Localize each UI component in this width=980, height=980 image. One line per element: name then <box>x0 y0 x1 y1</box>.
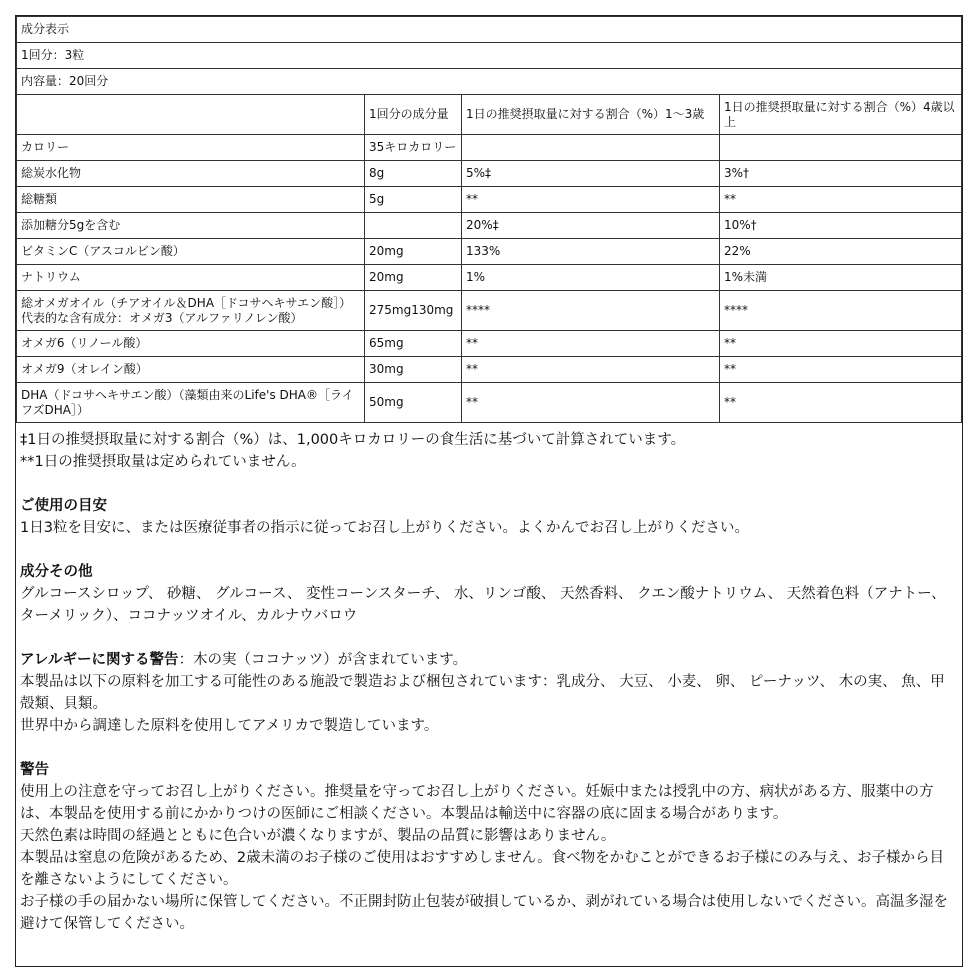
allergy-heading: アレルギーに関する警告 <box>20 652 179 668</box>
nutrient-amount: 35キロカロリー <box>365 135 462 161</box>
table-row <box>17 239 962 265</box>
nutrient-name: 総炭水化物 <box>17 161 365 187</box>
daily-value-1-3: ** <box>462 187 720 213</box>
nutrition-facts-table <box>16 16 962 423</box>
nutrient-name: 総糖類 <box>17 187 365 213</box>
nutrient-amount: 5g <box>365 187 462 213</box>
nutrient-name: ナトリウム <box>17 265 365 291</box>
nutrient-amount: 20mg <box>365 265 462 291</box>
table-row <box>17 357 962 383</box>
label-panel <box>15 15 963 967</box>
nutrient-name: ビタミンC（アスコルビン酸） <box>17 239 365 265</box>
daily-value-1-3: 5%‡ <box>462 161 720 187</box>
header-cell: 1回分の成分量 <box>365 95 462 135</box>
nutrient-name: 総オメガオイル（チアオイル＆DHA［ドコサヘキサエン酸］）代表的な含有成分：オメガ3（アルファリノレン酸） <box>17 291 365 331</box>
daily-value-4plus: 22% <box>720 239 962 265</box>
footnote-daily-value: ‡1日の推奨摂取量に対する割合（%）は、1,000キロカロリーの食生活に基づいて計算されています。 <box>20 432 686 448</box>
nutrient-name: DHA（ドコサヘキサエン酸）（藻類由来のLife's DHA®［ライフズDHA］） <box>17 383 365 423</box>
nutrient-amount: 50mg <box>365 383 462 423</box>
table-row <box>17 161 962 187</box>
nutrient-amount: 30mg <box>365 357 462 383</box>
daily-value-4plus: ** <box>720 357 962 383</box>
nutrient-amount: 8g <box>365 161 462 187</box>
allergy-warning <box>20 649 958 671</box>
daily-value-1-3: ** <box>462 331 720 357</box>
table-header-row <box>17 95 962 135</box>
daily-value-1-3: ** <box>462 357 720 383</box>
allergy-facility-text: 本製品は以下の原料を加工する可能性のある施設で製造および梱包されています：乳成分、 大豆、 小麦、 卵、 ピーナッツ、 木の実、 魚、甲殻類、貝類。 <box>20 674 945 712</box>
nutrient-amount: 275mg130mg <box>365 291 462 331</box>
usage-text: 1日3粒を目安に、または医療従事者の指示に従ってお召し上がりください。よくかんでお召し上がりください。 <box>20 520 749 536</box>
servings-per-container: 内容量：20回分 <box>17 69 962 95</box>
daily-value-4plus <box>720 135 962 161</box>
table-row <box>17 265 962 291</box>
daily-value-1-3: 20%‡ <box>462 213 720 239</box>
daily-value-1-3 <box>462 135 720 161</box>
daily-value-1-3: 1% <box>462 265 720 291</box>
table-row <box>17 213 962 239</box>
warning-text-2: 天然色素は時間の経過とともに色合いが濃くなりますが、製品の品質に影響はありません。 <box>20 828 616 844</box>
footnote-not-established: **1日の推奨摂取量は定められていません。 <box>20 454 306 470</box>
nutrient-name: オメガ6（リノール酸） <box>17 331 365 357</box>
daily-value-4plus: ** <box>720 187 962 213</box>
daily-value-1-3: **** <box>462 291 720 331</box>
label-notes <box>16 423 962 935</box>
table-row <box>17 383 962 423</box>
table-row <box>17 135 962 161</box>
daily-value-4plus: ** <box>720 383 962 423</box>
table-row <box>17 187 962 213</box>
daily-value-4plus: 3%† <box>720 161 962 187</box>
nutrient-amount <box>365 213 462 239</box>
warning-text-1: 使用上の注意を守ってお召し上がりください。推奨量を守ってお召し上がりください。妊娠中または授乳中の方、病状がある方、服薬中の方は、本製品を使用する前にかかりつけの医師にご相談ください。本製品は輸送中に容器の底に固まる場合があります。 <box>20 784 934 822</box>
other-ingredients-heading: 成分その他 <box>20 564 93 580</box>
table-row <box>17 331 962 357</box>
daily-value-4plus: **** <box>720 291 962 331</box>
nutrient-name: オメガ9（オレイン酸） <box>17 357 365 383</box>
daily-value-4plus: 1%未満 <box>720 265 962 291</box>
daily-value-1-3: 133% <box>462 239 720 265</box>
nutrient-amount: 65mg <box>365 331 462 357</box>
serving-size: 1回分：3粒 <box>17 43 962 69</box>
usage-heading: ご使用の目安 <box>20 498 107 514</box>
other-ingredients-text: グルコースシロップ、 砂糖、 グルコース、 変性コーンスターチ、 水、リンゴ酸、 天然香料、 クエン酸ナトリウム、 天然着色料（アナトー、ターメリック）、ココナッツオイル、カルナウバロウ <box>20 586 946 624</box>
table-title: 成分表示 <box>17 17 962 43</box>
warning-text-4: お子様の手の届かない場所に保管してください。不正開封防止包装が破損しているか、剥がれている場合は使用しないでください。高温多湿を避けて保管してください。 <box>20 894 948 932</box>
header-cell: 1日の推奨摂取量に対する割合（%）4歳以上 <box>720 95 962 135</box>
origin-text: 世界中から調達した原料を使用してアメリカで製造しています。 <box>20 718 439 734</box>
nutrient-amount: 20mg <box>365 239 462 265</box>
daily-value-4plus: 10%† <box>720 213 962 239</box>
nutrient-name: 添加糖分5gを含む <box>17 213 365 239</box>
header-cell <box>17 95 365 135</box>
warning-text-3: 本製品は窒息の危険があるため、2歳未満のお子様のご使用はおすすめしません。食べ物をかむことができるお子様にのみ与え、お子様から目を離さないようにしてください。 <box>20 850 945 888</box>
warning-heading: 警告 <box>20 762 49 778</box>
allergy-text: ：木の実（ココナッツ）が含まれています。 <box>178 652 468 668</box>
nutrient-name: カロリー <box>17 135 365 161</box>
table-row <box>17 291 962 331</box>
daily-value-4plus: ** <box>720 331 962 357</box>
header-cell: 1日の推奨摂取量に対する割合（%）1〜3歳 <box>462 95 720 135</box>
daily-value-1-3: ** <box>462 383 720 423</box>
